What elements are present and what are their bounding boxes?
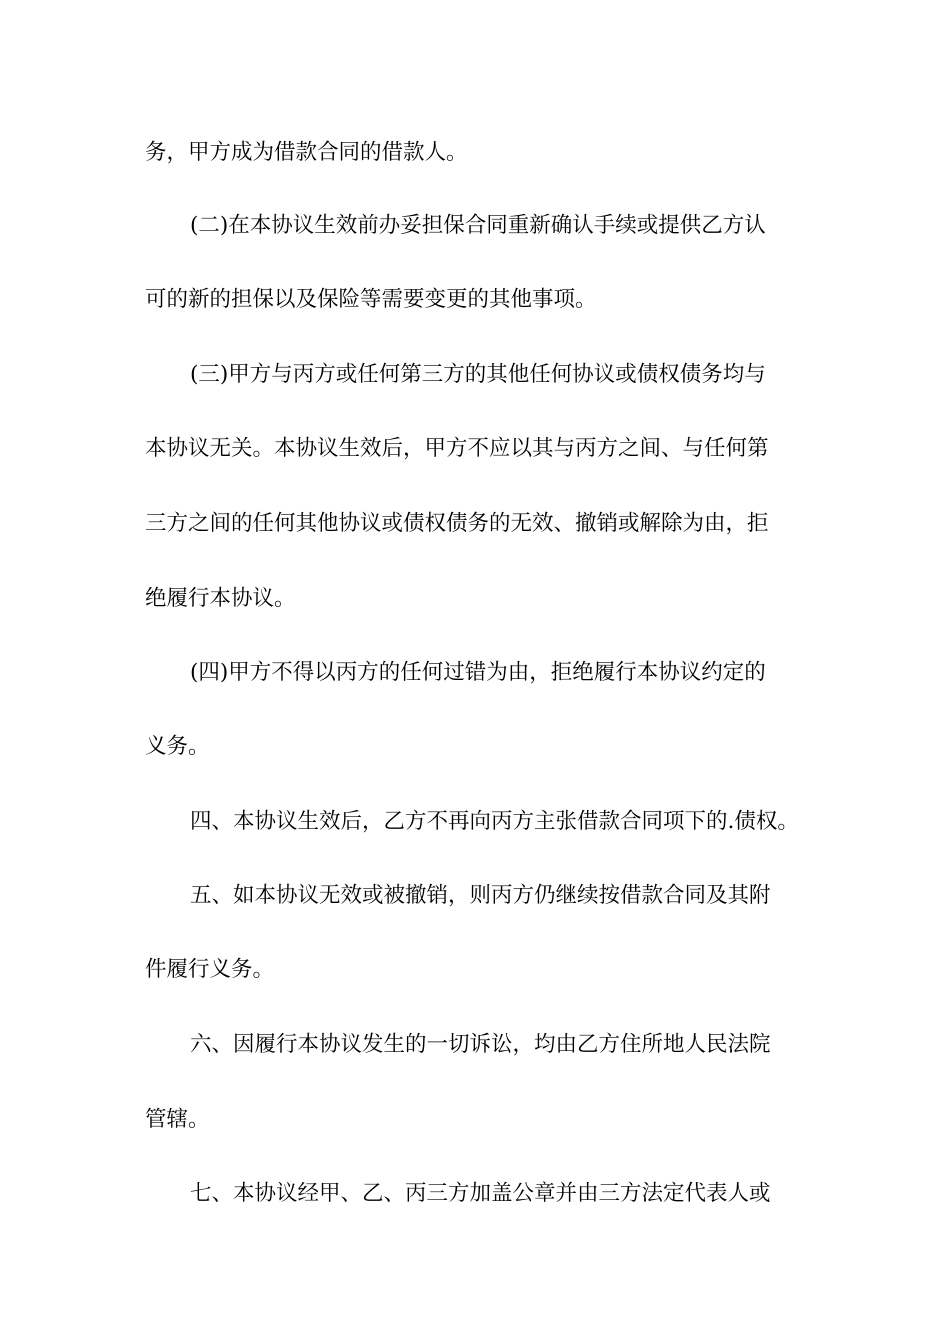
paragraph-start-line: (二)在本协议生效前办妥担保合同重新确认手续或提供乙方认 <box>190 213 766 238</box>
paragraph-start-line: 五、如本协议无效或被撤销，则丙方仍继续按借款合同及其附 <box>190 883 771 908</box>
paragraph-start-line: 七、本协议经甲、乙、丙三方加盖公章并由三方法定代表人或 <box>190 1181 771 1206</box>
paragraph-start-line: (三)甲方与丙方或任何第三方的其他任何协议或债权债务均与 <box>190 362 766 387</box>
text-line: 义务。 <box>145 734 210 759</box>
paragraph-start-line: (四)甲方不得以丙方的任何过错为由，拒绝履行本协议约定的 <box>190 660 766 685</box>
paragraph-start-line: 六、因履行本协议发生的一切诉讼，均由乙方住所地人民法院 <box>190 1032 771 1057</box>
text-line: 务，甲方成为借款合同的借款人。 <box>145 140 468 165</box>
text-line: 可的新的担保以及保险等需要变更的其他事项。 <box>145 287 597 312</box>
paragraph-start-line: 四、本协议生效后，乙方不再向丙方主张借款合同项下的.债权。 <box>190 809 799 834</box>
text-line: 管辖。 <box>145 1107 210 1132</box>
text-line: 本协议无关。本协议生效后，甲方不应以其与丙方之间、与任何第 <box>145 436 769 461</box>
text-line: 绝履行本协议。 <box>145 586 296 611</box>
text-line: 三方之间的任何其他协议或债权债务的无效、撤销或解除为由，拒 <box>145 511 769 536</box>
text-line: 件履行义务。 <box>145 957 275 982</box>
